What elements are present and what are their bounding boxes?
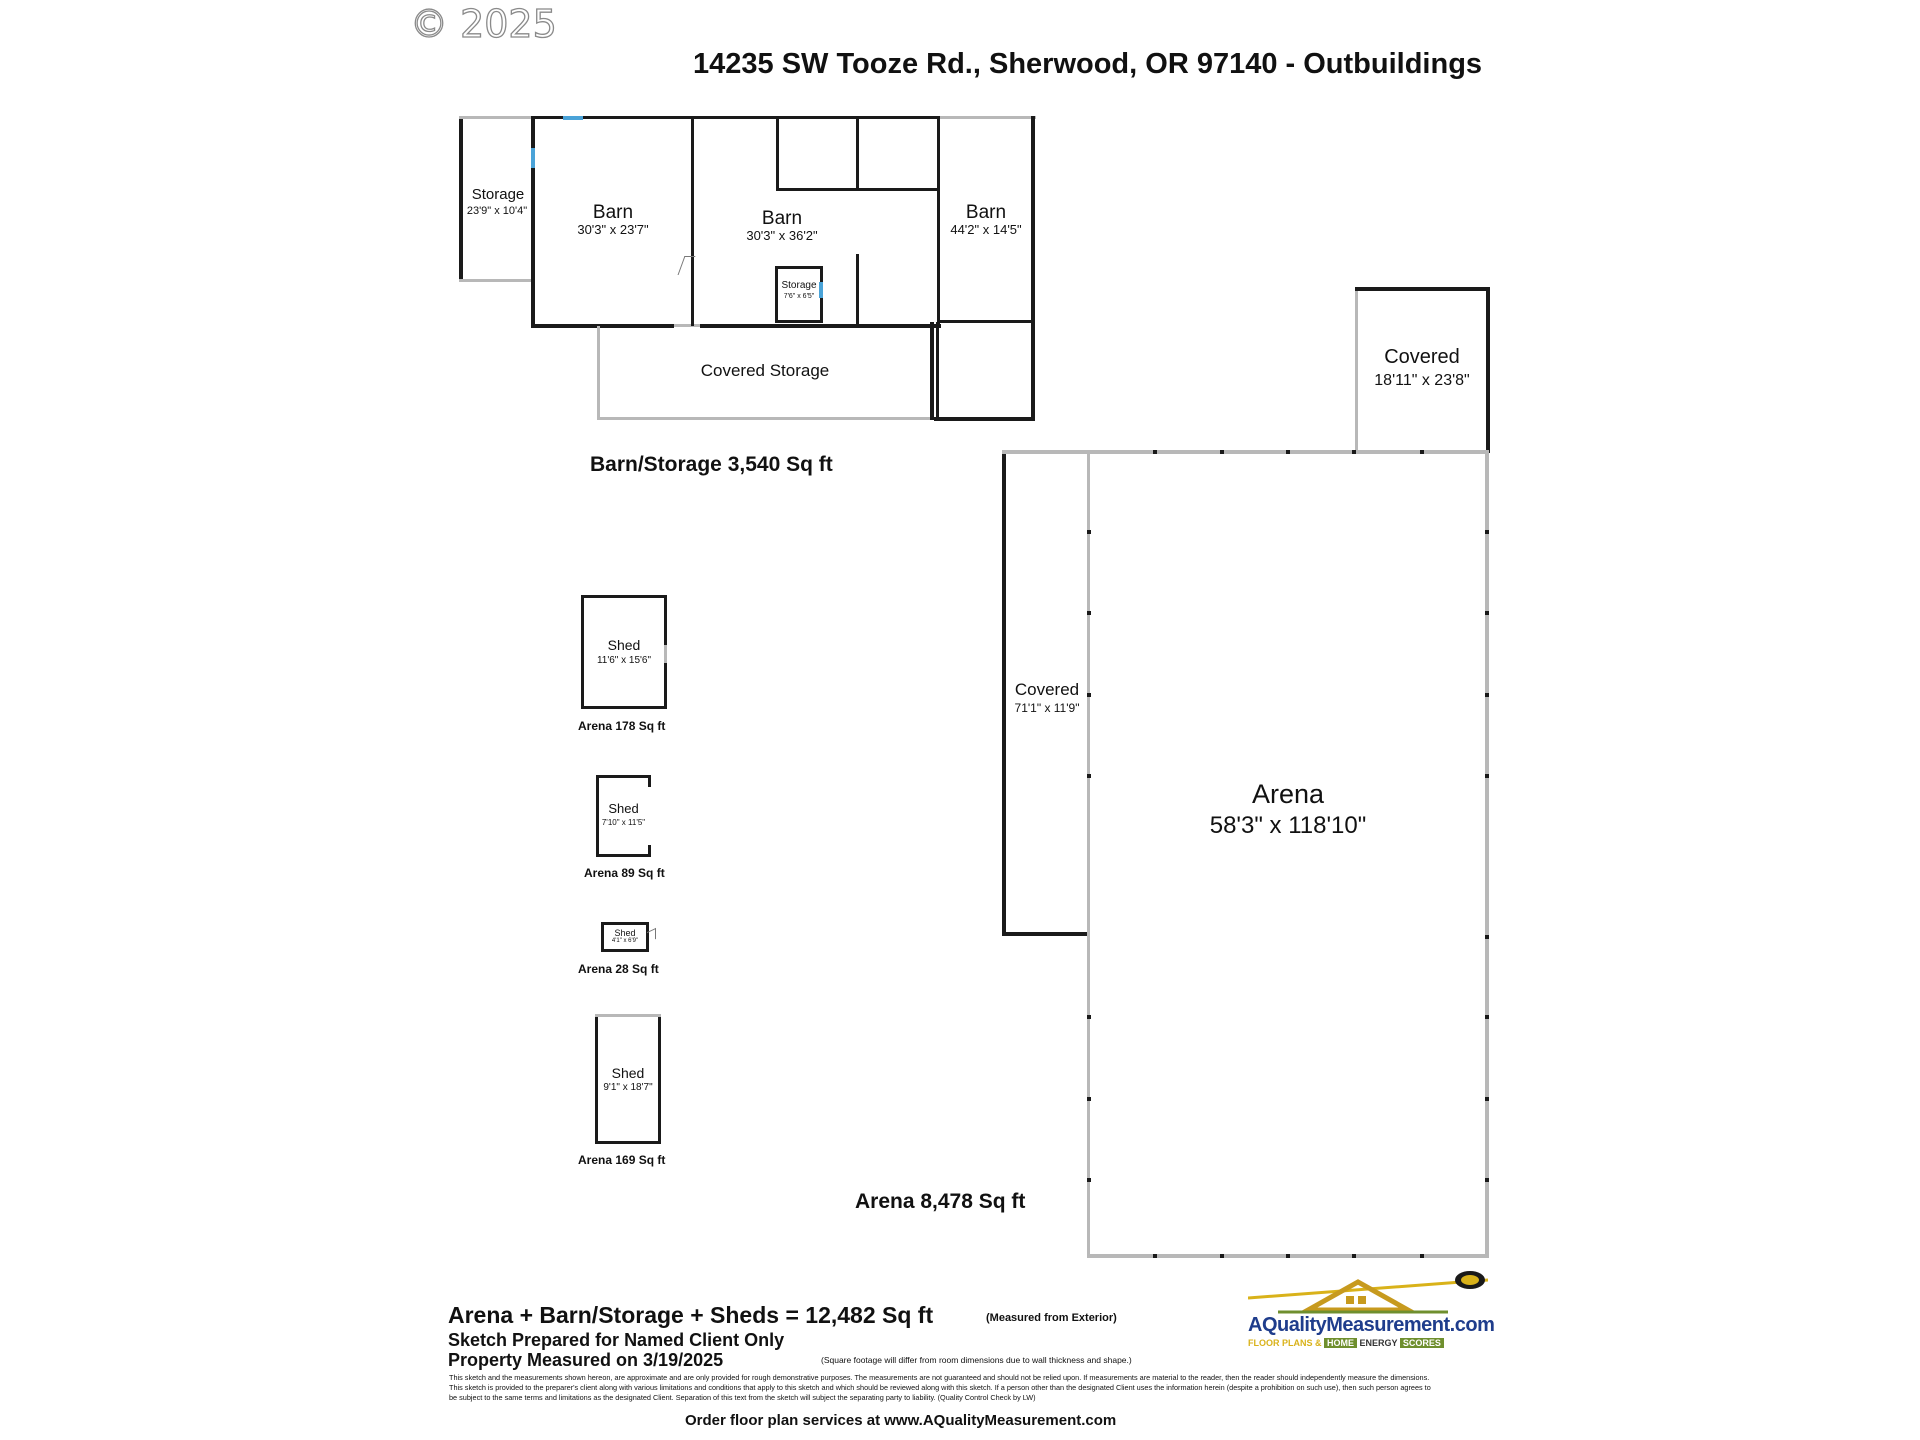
room-dims-storage-small: 7'6" x 6'5"	[783, 293, 815, 300]
logo-name: AQualityMeasurement.com	[1248, 1314, 1495, 1336]
area-barn-storage: Barn/Storage 3,540 Sq ft	[590, 453, 833, 476]
room-dims-barn-2: 30'3" x 36'2"	[746, 228, 818, 243]
order-link[interactable]: Order floor plan services at www.AQualityMeasurement.com	[685, 1412, 1117, 1429]
prepared-note: Sketch Prepared for Named Client Only	[448, 1330, 785, 1350]
room-name-storage-small: Storage	[781, 280, 817, 291]
logo-tagline: FLOOR PLANS & HOME ENERGY SCORES	[1248, 1338, 1444, 1348]
window-marker	[563, 116, 583, 120]
room-name-barn-3: Barn	[965, 202, 1007, 223]
room-dims-covered-side: 71'1" x 11'9"	[1014, 701, 1080, 715]
house-roof-icon	[1248, 1270, 1488, 1314]
room-dims-arena: 58'3" x 118'10"	[1209, 812, 1367, 839]
area-shed-4: Arena 169 Sq ft	[578, 1153, 666, 1167]
room-name-covered-side: Covered	[1014, 680, 1080, 699]
area-shed-1: Arena 178 Sq ft	[578, 719, 666, 733]
page-title: 14235 SW Tooze Rd., Sherwood, OR 97140 - Outbuildings	[693, 48, 1483, 80]
room-name-shed-2: Shed	[608, 801, 639, 816]
room-dims-shed-4: 9'1" x 18'7"	[603, 1082, 653, 1093]
room-dims-barn-3: 44'2" x 14'5"	[950, 222, 1022, 237]
room-name-shed-3: Shed	[614, 928, 636, 938]
room-name-arena: Arena	[1251, 779, 1325, 809]
room-name-covered-top: Covered	[1384, 346, 1460, 368]
room-name-shed-1: Shed	[607, 637, 641, 653]
area-arena: Arena 8,478 Sq ft	[855, 1190, 1026, 1213]
room-dims-shed-2: 7'10" x 11'5"	[601, 818, 646, 827]
area-shed-2: Arena 89 Sq ft	[584, 866, 665, 880]
room-name-shed-4: Shed	[611, 1065, 645, 1081]
legal-disclaimer: This sketch and the measurements shown hereon, are approximate and are only provided for rough demonstrative purposes. The measurements are not guaranteed and should not be relied upon. If measurements are material to the reader, then the reader should independently measure the dimensions. This sketch is provided to the preparer's client along with various limitations and conditions that apply to this sketch and which should be reviewed along with this sketch. If a person other than the designated Client uses the information herein (despite a prohibition on such use), then such person agrees to be subject to the same terms and limitations as the designated Client. Separation of this text from the sketch will subject the separating party to liability. (Quality Control Check by LW)	[449, 1373, 1431, 1403]
room-name-covered-storage: Covered Storage	[700, 361, 830, 380]
measured-date: Property Measured on 3/19/2025	[448, 1350, 724, 1370]
room-dims-barn-1: 30'3" x 23'7"	[577, 222, 649, 237]
room-dims-covered-top: 18'11" x 23'8"	[1374, 372, 1470, 389]
total-area: Arena + Barn/Storage + Sheds = 12,482 Sq ft	[448, 1302, 934, 1328]
area-shed-3: Arena 28 Sq ft	[578, 962, 659, 976]
room-name-barn-1: Barn	[592, 202, 634, 223]
total-area-note: (Measured from Exterior)	[986, 1312, 1117, 1324]
sqft-note: (Square footage will differ from room dimensions due to wall thickness and shape.)	[821, 1355, 1132, 1365]
company-logo	[1248, 1270, 1495, 1360]
room-dims-shed-1: 11'6" x 15'6"	[596, 655, 652, 666]
room-name-storage: Storage	[471, 186, 525, 203]
room-dims-storage: 23'9" x 10'4"	[466, 205, 528, 217]
window-marker	[531, 148, 535, 168]
room-dims-shed-3: 4'1" x 6'9"	[611, 938, 639, 944]
room-name-barn-2: Barn	[761, 208, 803, 229]
copyright-watermark: © 2025	[410, 2, 557, 46]
